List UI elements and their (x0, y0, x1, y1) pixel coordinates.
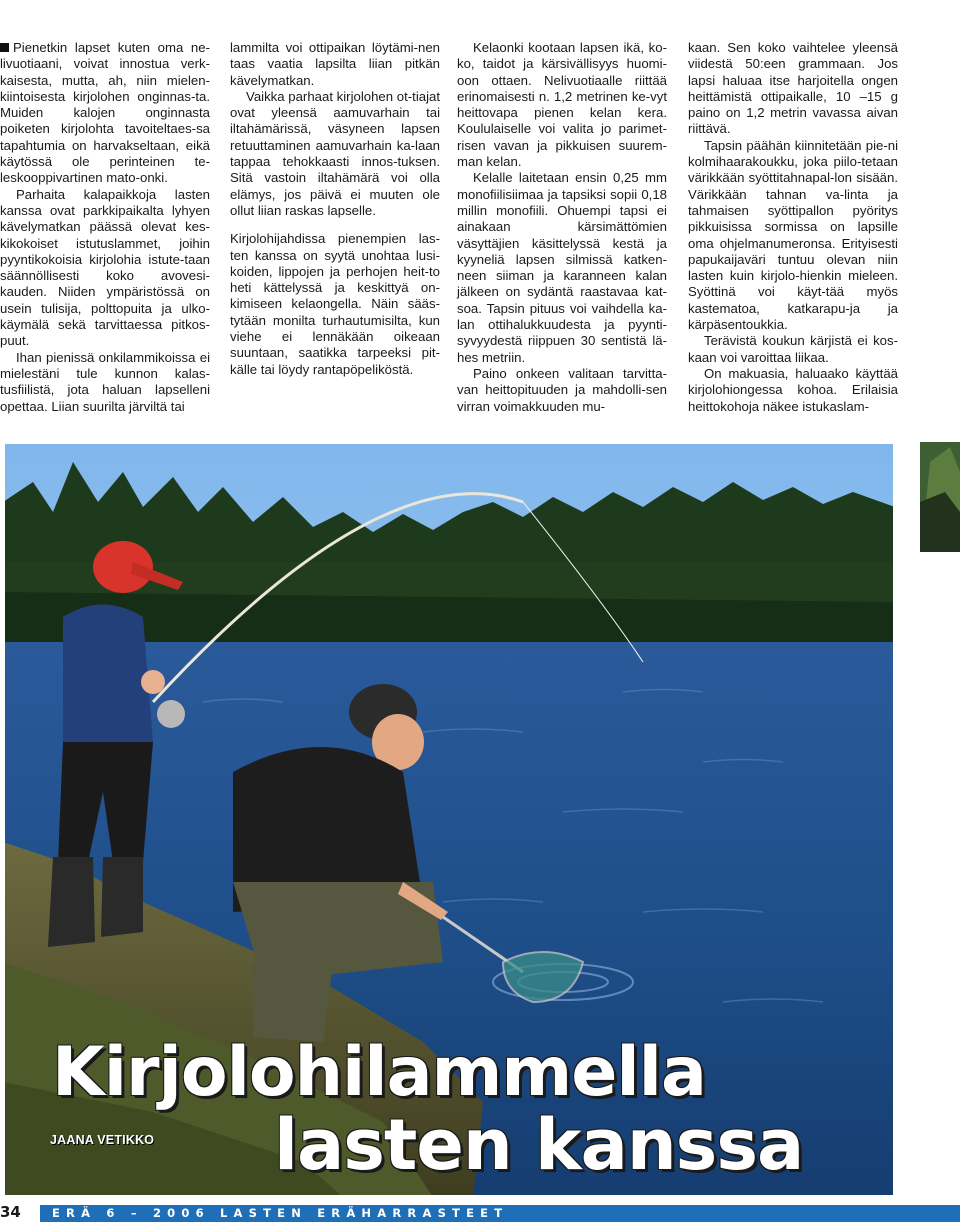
article-paragraph: Kirjolohijahdissa pienempien las-ten kanssa on syytä unohtaa lusi-koiden, lippojen ja perhojen heit-to heti kättelyssä ja keskittyä on-kimiseen kelaongella. Näin sääs-tytään monilta turhautumisilta, kun viehe ei lennäkään oikeaan suuntaan, saatikka tarpeeksi pit-källe tai löydy rantapöpeliköstä. (230, 231, 440, 377)
corner-photo (920, 442, 960, 552)
article-column-2 (230, 40, 440, 378)
article-paragraph: On makuasia, haluaako käyttää kirjolohiongessa kohoa. Erilaisia heittokohoja näkee istukaslam- (688, 365, 898, 414)
author-byline: JAANA VETIKKO (50, 1133, 155, 1147)
article-paragraph: Kelaonki kootaan lapsen ikä, ko-ko, taidot ja kärsivällisyys huomi-oon ottaen. Nelivuotiaalle riittää erinomaisesti n. 1,2 metrinen ke-vyt heittovapa pienen kelan kera. Koululaiselle voi valita jo parimet-risen vavan ja pikkuisen suurem-man kelan. (457, 40, 667, 170)
article-column-1 (0, 40, 210, 415)
headline-line-2: lasten kanssa (274, 1104, 804, 1186)
footer-text: ERÄ 6 – 2006 LASTEN ERÄHARRASTEET (52, 1206, 509, 1220)
article-paragraph: Paino onkeen valitaan tarvitta-van heittopituuden ja mahdolli-sen virran voimakkuuden mu- (457, 365, 667, 414)
article-paragraph: kaan. Sen koko vaihtelee yleensä viidestä 50:een grammaan. Jos lapsi haluaa itse harjoitella ongen heittämistä ottipaikalle, 10 –15 g paino on 1,2 metrin vavassa aivan riittävä. (688, 40, 898, 137)
article-paragraph: Ihan pienissä onkilammikoissa ei mielestäni tule kunnon kalas-tusfiilistä, jota haluan lapselleni opettaa. Liian suurilta järviltä tai (0, 349, 210, 414)
article-paragraph: Pienetkin lapset kuten oma ne-livuotiaani, voivat innostua verk-kaisesta, mutta, ah, niin mielen-kiintoisesta kirjolohen onginnas-ta. Muiden kalojen onginnasta poiketen kirjolohta tavoiteltaes-sa tapahtumia on harvakseltaan, eikä käytössä ole perinteinen te-leskooppivartinen mato-onki. (0, 40, 210, 186)
headline-line-1: Kirjolohilammella (52, 1033, 706, 1112)
page-number: 34 (0, 1203, 21, 1221)
article-paragraph: Parhaita kalapaikkoja lasten kanssa ovat parkkipaikalta lyhyen kävelymatkan päässä olevat kes-kikokoiset istutuslammet, joihin pyyntikokoisia kirjolohia istute-taan säännöllisesti koko avovesi-kauden. Niiden ympäristössä on usein tulisija, polttopuita ja ulko-käymälä sekä tarvittaessa pitkos-puut. (0, 186, 210, 349)
article-paragraph: Vaikka parhaat kirjolohen ot-tiajat ovat yleensä aamuvarhain tai iltahämärissä, väsyneen lapsen retuuttaminen aamuvarhain ka-laan tappaa tehokkaasti innos-tuksen. Sitä vastoin iltahämärä voi olla elämys, jos päivä ei muuten ole ollut liian raskas lapselle. (230, 88, 441, 218)
article-paragraph: Kelalle laitetaan ensin 0,25 mm monofiilisiimaa ja tapsiksi sopii 0,18 millin monofiili. Ohuempi tapsi ei ainakaan kärsimättömien väsyttäjien käsittelyssä kestä ja kyyneliä lapsen silmissä katken-neen siiman ja karanneen kalan jälkeen on sydäntä raastavaa kat-soa. Tapsin pituus voi vaihdella ka-lan ottihalukkuudesta ja pyynti-syvyydestä riippuen 30 sentistä lä-hes metriin. (457, 170, 667, 365)
article-paragraph: Terävistä koukun kärjistä ei kos-kaan voi varoittaa liikaa. (688, 333, 898, 365)
article-column-4 (688, 40, 898, 415)
paragraph-block-marker (0, 43, 9, 52)
article-column-3 (457, 40, 667, 415)
article-paragraph: lammilta voi ottipaikan löytämi-nen taas vaatia lapsilta liian pitkän kävelymatkan. (230, 40, 440, 88)
article-paragraph: Tapsin päähän kiinnitetään pie-ni kolmihaarakoukku, joka piilo-tetaan värikkään syöttitahnapal-lon sisään. Värikkään tahnan va-linta ja tahmaisen syöttipallon pyöritys pikkuisissa sormissa on lapsille oma ohjelmanumeronsa. Erityisesti papukaijaväri tuntuu olevan niin lasten kuin kirjolo-hienkin mieleen. Syöttinä voi käyt-tää myös kastematoa, katkarapu-ja ja kärpäsentoukkia. (688, 137, 898, 333)
